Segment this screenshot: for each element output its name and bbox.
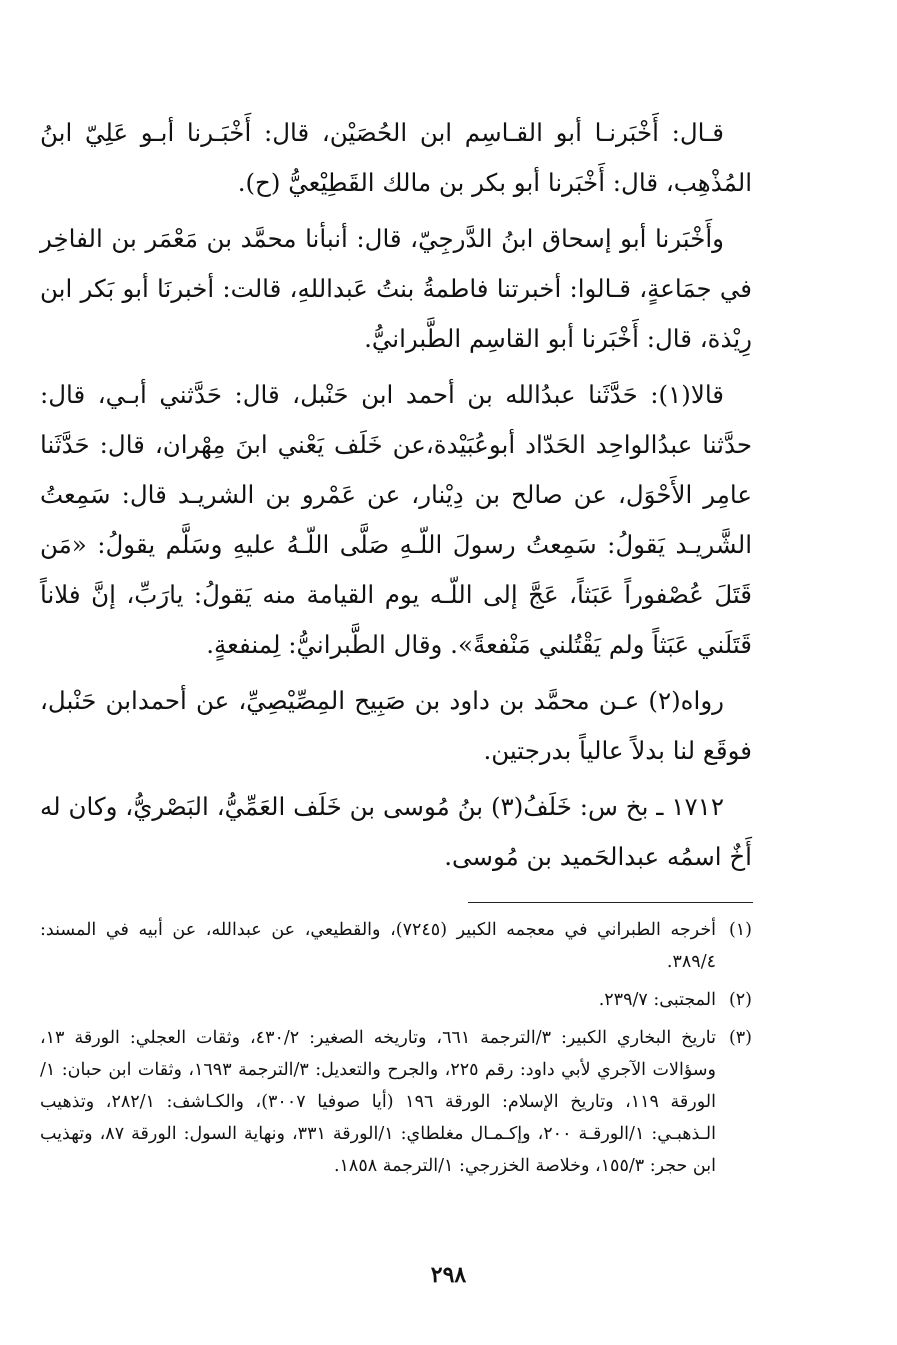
footnote-2 (40, 984, 752, 1016)
footnote-separator (468, 902, 753, 903)
page-number: ٢٩٨ (430, 1262, 467, 1288)
footnote-number: (٢) (728, 990, 752, 1010)
footnote-number: (١) (728, 920, 752, 940)
footnotes (40, 914, 752, 1188)
paragraph-isnad-1: قـال: أَخْبَرنـا أبو القـاسِم ابن الحُصَيْن، قال: أَخْبَـرنا أبـو عَلِيّ ابنُ المُذْهِب، قال: أَخْبَرنا أبو بكر بن مالك القَطِيْعيُّ (ح). (40, 118, 752, 197)
paragraph-hadith: قالا(١): حَدَّثَنا عبدُالله بن أحمد ابن حَنْبل، قال: حَدَّثني أبـي، قال: حدَّثنا عبدُالواحِد الحَدّاد أبوعُبَيْدة،عن خَلَف يَعْني ابنَ مِهْران، قال: حَدَّثَنا عامِر الأَحْوَل، عن صالح بن دِيْنار، عن عَمْرو بن الشريـد قال: سَمِعتُ الشَّريـد يَقولُ: سَمِعتُ رسولَ اللّـهِ صَلَّى اللّـهُ عليهِ وسَلَّم يقولُ: «مَن قَتَلَ عُصْفوراً عَبَثاً، عَجَّ إلى اللّـه يوم القيامة منه يَقولُ: يارَبِّ، إنَّ فلاناً قَتَلَني عَبَثاً ولم يَقْتُلني مَنْفعةً». وقال الطَّبرانيُّ: لِمنفعةٍ. (40, 380, 752, 659)
paragraph-entry-1712: ١٧١٢ ـ بخ س: خَلَفُ(٣) بنُ مُوسى بن خَلَف العَمِّيُّ، البَصْريُّ، وكان له أَخٌ اسمُه عبدالحَميد بن مُوسى. (40, 792, 752, 871)
footnote-number: (٣) (728, 1028, 752, 1048)
footnote-text: المجتبى: ٢٣٩/٧. (598, 990, 716, 1010)
footnote-text: أخرجه الطبراني في معجمه الكبير (٧٢٤٥)، والقطيعي، عن عبدالله، عن أبيه في المسند: ٣٨٩/٤. (40, 920, 716, 972)
footnote-3 (40, 1022, 752, 1182)
footnote-text: تاريخ البخاري الكبير: ٣/الترجمة ٦٦١، وتاريخه الصغير: ٤٣٠/٢، وثقات العجلي: الورقة ١٣، وسؤالات الآجري لأبي داود: رقم ٢٢٥، والجرح والتعديل: ٣/الترجمة ١٦٩٣، وثقات ابن حبان: ١/الورقة ١١٩، وتاريخ الإسلام: الورقة ١٩٦ (أيا صوفيا ٣٠٠٧)، والكـاشف: ٢٨٢/١، وتذهيب الـذهبـي: ١/الورقـة ٢٠٠، وإكـمـال مغلطاي: ١/الورقة ٣٣١، ونهاية السول: الورقة ٨٧، وتهذيب ابن حجر: ١٥٥/٣، وخلاصة الخزرجي: ١/الترجمة ١٨٥٨. (40, 1028, 716, 1176)
paragraph-riwayah: رواه(٢) عـن محمَّد بن داود بن صَبِيح المِصِّيْصِيِّ، عن أحمدابن حَنْبل، فوقَع لنا بدلاً عالياً بدرجتين. (40, 686, 752, 765)
footnote-1 (40, 914, 752, 978)
main-text (40, 108, 752, 888)
paragraph-isnad-2: وأَخْبَرنا أبو إسحاق ابنُ الدَّرجِيّ، قال: أنبأنا محمَّد بن مَعْمَر بن الفاخِر في جمَاعةٍ، قـالوا: أخبرتنا فاطمةُ بنتُ عَبداللهِ، قالت: أخبرنَا أبو بَكر ابن رِيْذة، قال: أَخْبَرنا أبو القاسِم الطَّبرانيُّ. (40, 224, 752, 353)
